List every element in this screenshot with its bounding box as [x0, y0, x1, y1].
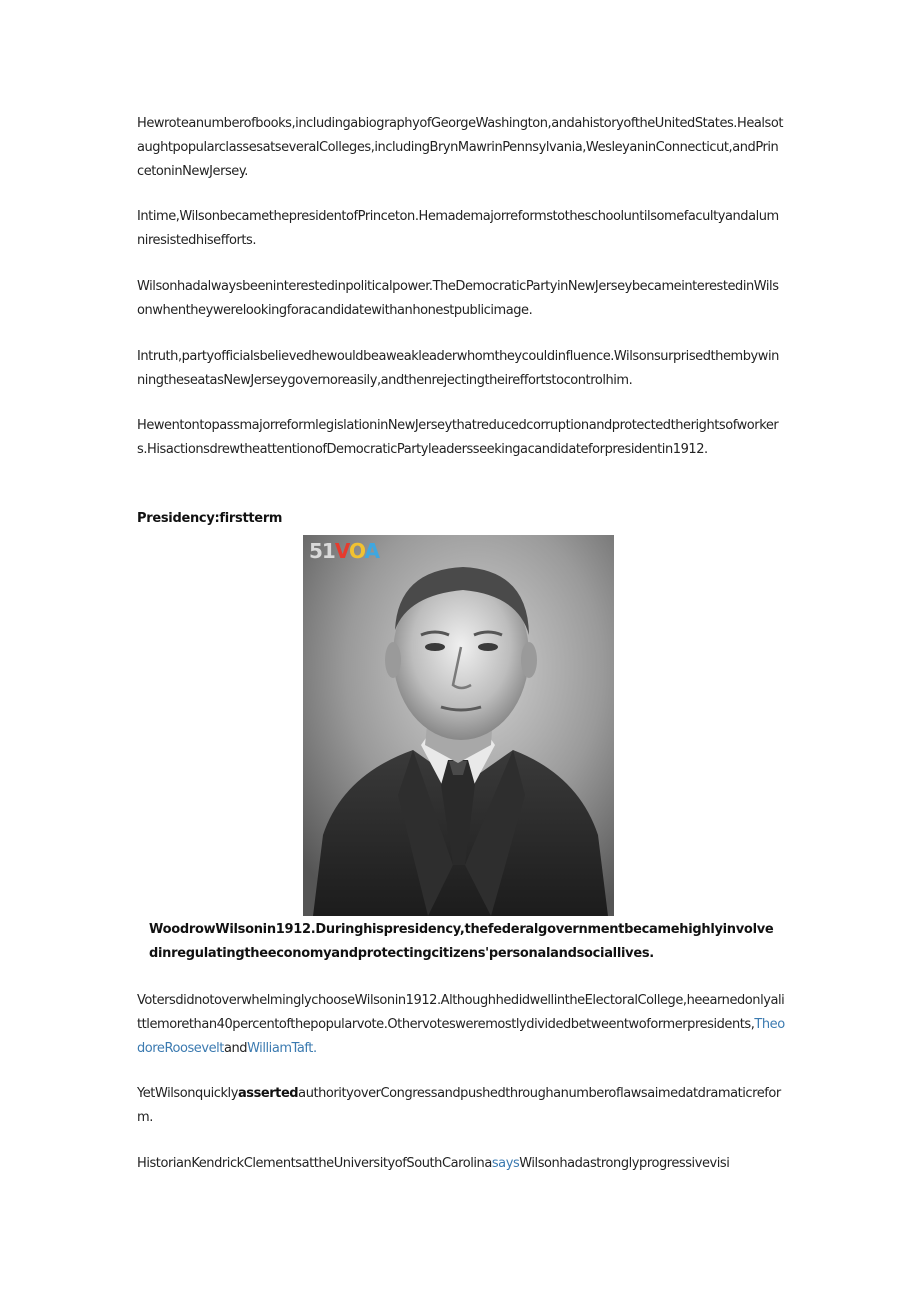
section-heading: Presidency:firstterm [137, 511, 283, 526]
election-and: and [223, 1041, 248, 1056]
wilson-portrait-photo [303, 535, 614, 916]
authority-text-after: authorityoverCongressandpushedthroughanumberoflawsaimedatdramaticreform. [137, 1086, 781, 1125]
paragraph-political-power: Wilsonhadalwaysbeeninterestedinpoliticalpower.TheDemocraticPartyinNewJerseybecameinterestedinWilsonwhentheywerelookingforacandidatewithanhonestpublicimage. [137, 279, 779, 318]
historian-text-before: HistorianKendrickClementsattheUniversityofSouthCarolina [137, 1156, 492, 1171]
paragraph-election [137, 989, 785, 1061]
photo-caption: WoodrowWilsonin1912.Duringhispresidency,thefederalgovernmentbecamehighlyinvolvedinregulatingtheeconomyandprotectingcitizens'personalandsociallives. [149, 922, 774, 961]
paragraph-princeton: Intime,WilsonbecamethepresidentofPrinceton.Hemademajorreformstotheschooluntilsomefacultyandalumniresistedhisefforts. [137, 209, 779, 248]
watermark-logo: 51VOA [309, 539, 379, 563]
historian-text-after: Wilsonhadastronglyprogressivevisi [519, 1156, 730, 1171]
paragraph-historian [137, 1152, 785, 1176]
authority-bold-word: asserted [237, 1086, 299, 1101]
election-text: VotersdidnotoverwhelminglychooseWilsonin1912.AlthoughhedidwellintheElectoralCollege,heearnedonlyalittlemorethan40percentofthepopularvote.Othervotesweremostlydividedbetweentwoformerpresidents, [137, 993, 785, 1032]
portrait-image [303, 535, 614, 916]
paragraph-authority [137, 1082, 785, 1130]
link-says[interactable]: says [491, 1156, 520, 1171]
paragraph-governor: Intruth,partyofficialsbelievedhewouldbeaweakleaderwhomtheycouldinfluence.WilsonsurprisedthembywinningtheseatasNewJerseygovernoreasily,andthenrejectingtheireffortstocontrolhim. [137, 349, 779, 388]
paragraph-reform: HewentontopassmajorreformlegislationinNewJerseythatreducedcorruptionandprotectedtherightsofworkers.HisactionsdrewtheattentionofDemocraticPartyleadersseekingacandidateforpresidentin1912. [137, 418, 779, 457]
authority-text-before: YetWilsonquickly [137, 1086, 238, 1101]
link-william-taft[interactable]: WilliamTaft. [247, 1041, 317, 1056]
link-theodore-roosevelt[interactable]: TheodoreRoosevelt [137, 1017, 785, 1056]
paragraph-books: Hewroteanumberofbooks,includingabiographyofGeorgeWashington,andahistoryoftheUnitedStates.HealsotaughtpopularclassesatseveralColleges,includingBrynMawrinPennsylvania,WesleyaninConnecticut,andPrincetoninNewJersey. [137, 116, 784, 179]
